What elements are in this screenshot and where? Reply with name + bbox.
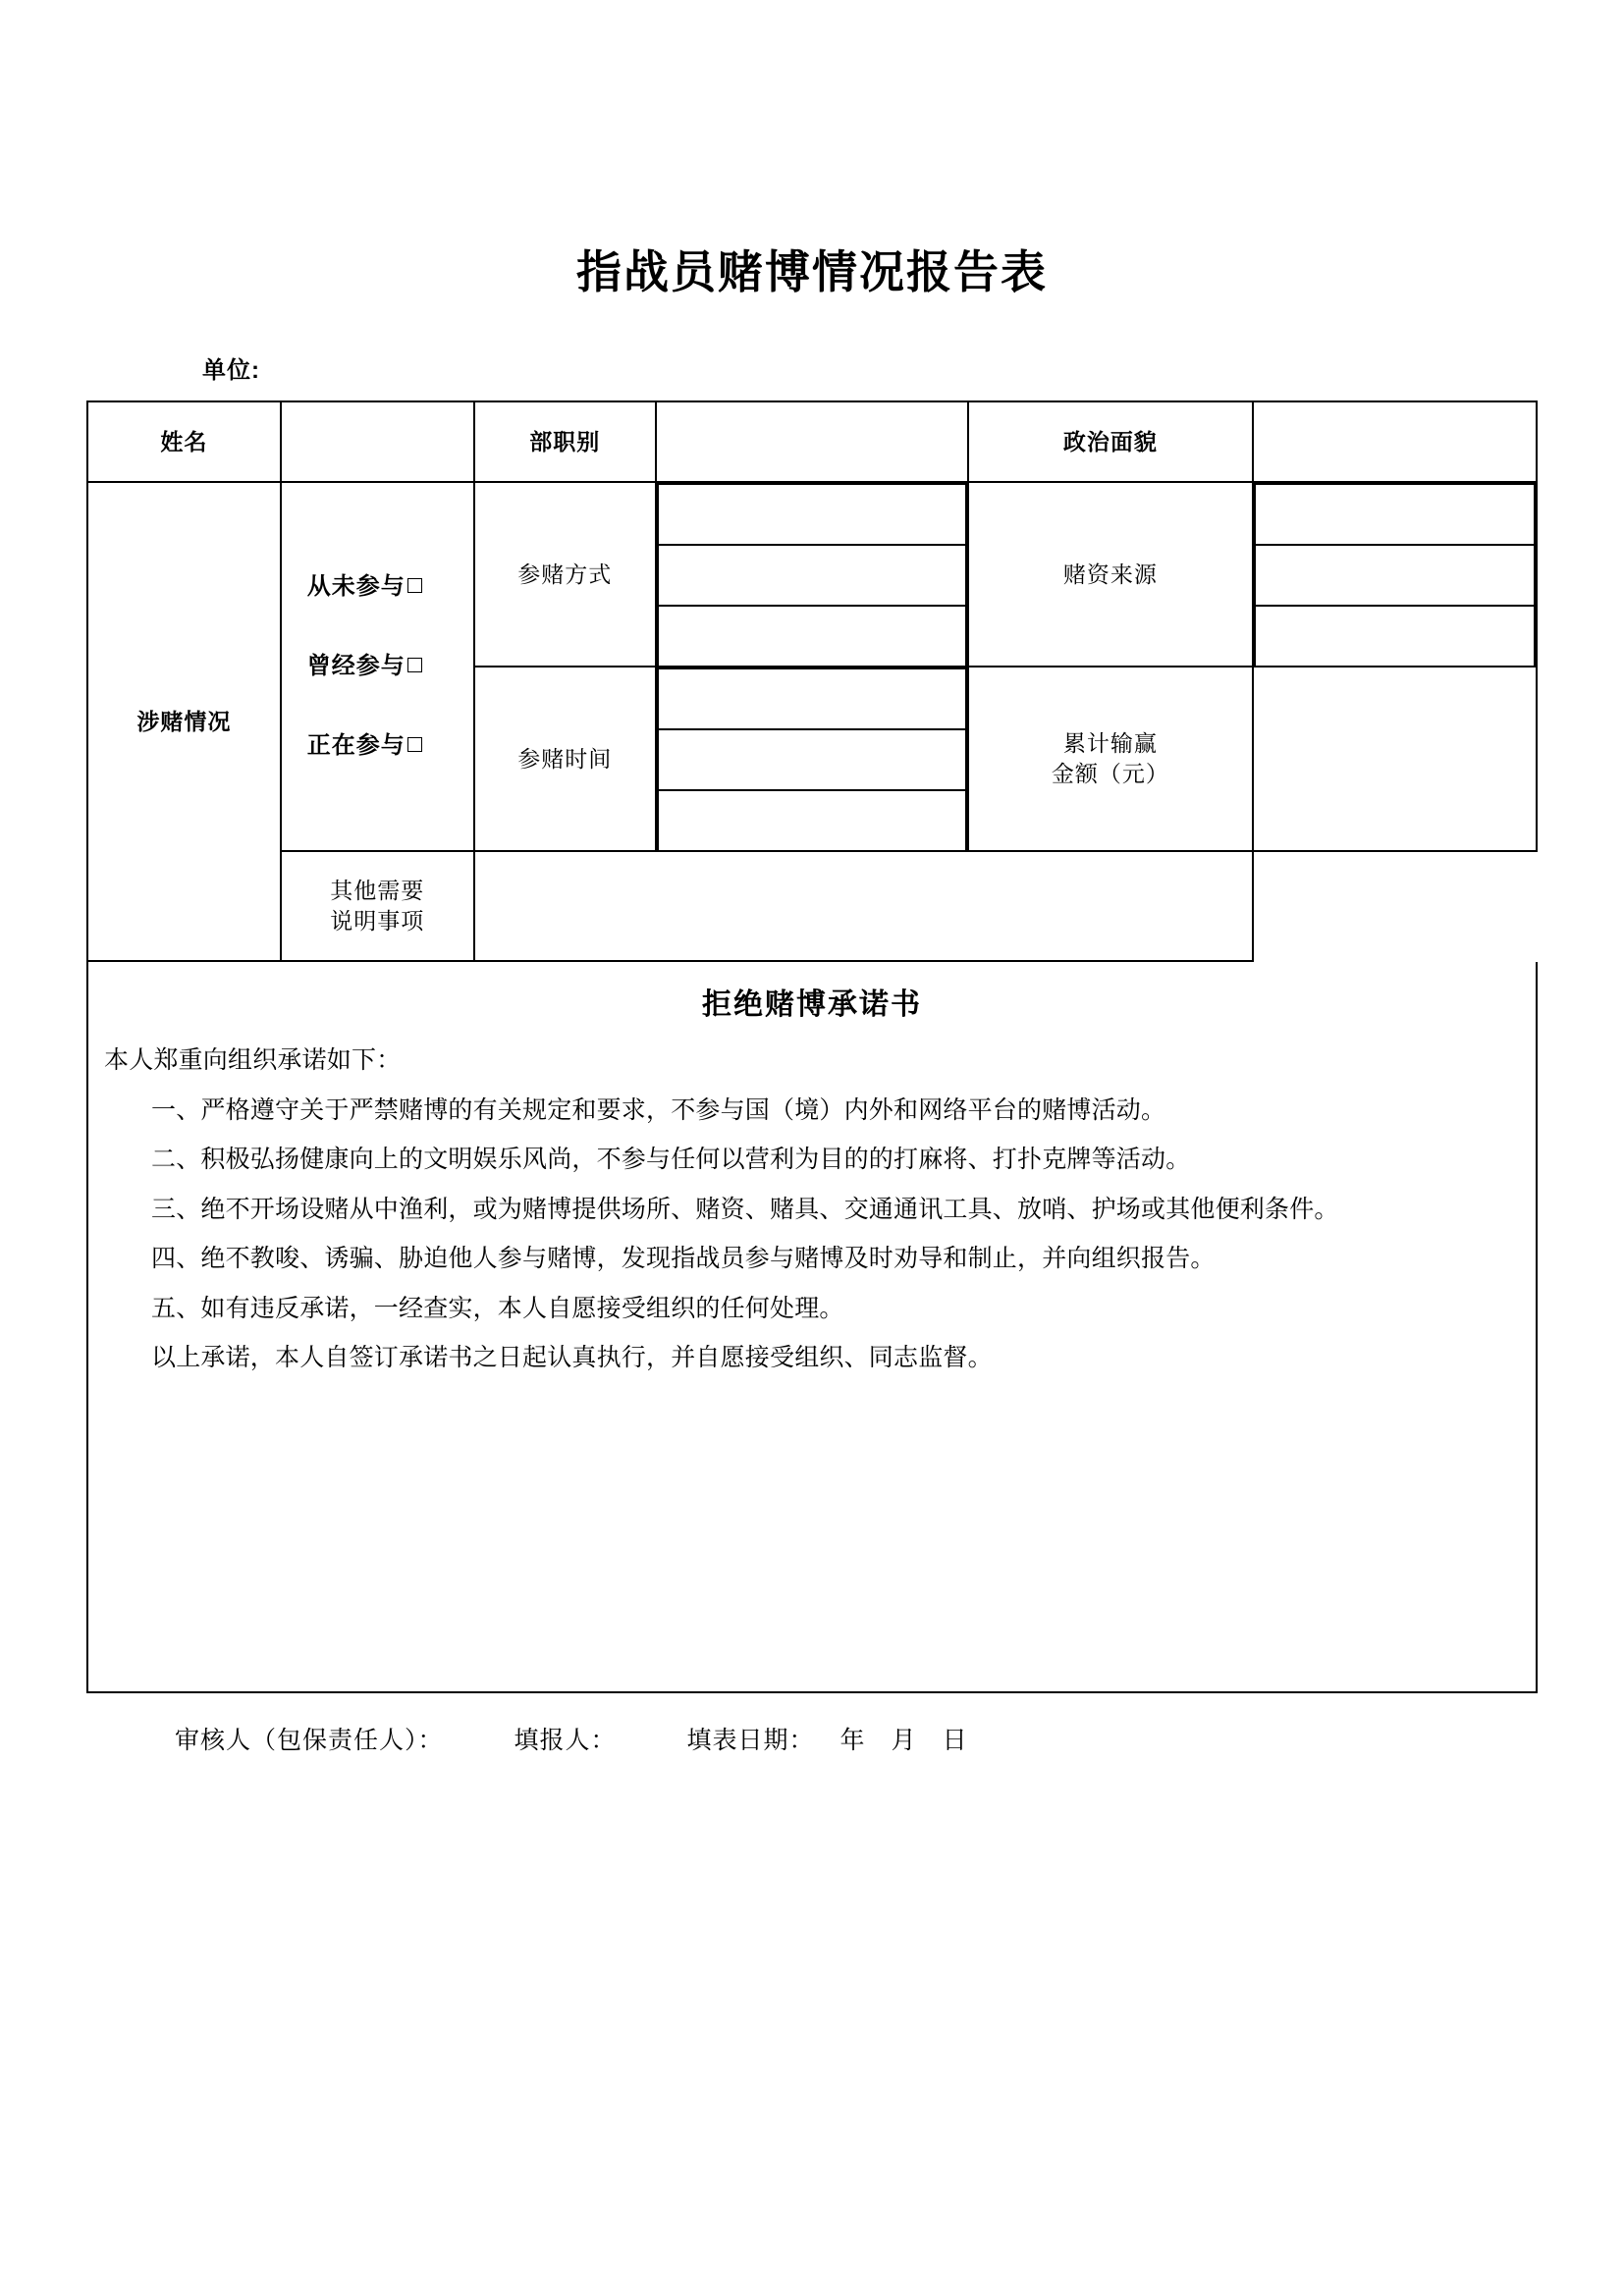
other-value-cell[interactable]	[474, 851, 1253, 961]
amount-label	[968, 667, 1252, 851]
pledge-closing: 以上承诺，本人自签订承诺书之日起认真执行，并自愿接受组织、同志监督。	[151, 1344, 993, 1372]
other-label	[281, 851, 474, 961]
unit-label: 单位:	[202, 357, 260, 385]
name-value-cell[interactable]	[281, 401, 474, 482]
name-label: 姓名	[87, 401, 281, 482]
fill-date-label: 填表日期：	[686, 1727, 815, 1755]
pledge-title: 拒绝赌博承诺书	[702, 988, 922, 1023]
time-value-row[interactable]	[658, 729, 966, 790]
funds-source-value-row[interactable]	[1255, 484, 1535, 545]
checkbox-icon[interactable]	[407, 737, 422, 752]
political-status-label: 政治面貌	[968, 401, 1252, 482]
method-value-row[interactable]	[658, 545, 966, 606]
reporter-label: 填报人：	[514, 1727, 617, 1755]
pledge-section	[86, 962, 1538, 1693]
method-label: 参赌方式	[474, 482, 656, 667]
table-row-identity	[87, 401, 1537, 482]
checkbox-icon[interactable]	[407, 578, 422, 593]
option-never-participated[interactable]	[307, 548, 473, 627]
gambling-status-options-cell	[281, 482, 474, 851]
funds-source-label: 赌资来源	[968, 482, 1252, 667]
time-label: 参赌时间	[474, 667, 656, 851]
day-unit: 日	[942, 1727, 968, 1755]
report-form-table	[86, 400, 1538, 962]
pledge-item: 四、绝不教唆、诱骗、胁迫他人参与赌博，发现指战员参与赌博及时劝导和制止，并向组织报告。	[151, 1245, 1216, 1273]
method-value-row[interactable]	[658, 484, 966, 545]
pledge-item: 五、如有违反承诺，一经查实，本人自愿接受组织的任何处理。	[151, 1294, 844, 1322]
funds-source-values-cell	[1253, 482, 1537, 667]
option-never-participated-label: 从未参与	[306, 572, 406, 600]
pledge-item: 三、绝不开场设赌从中渔利，或为赌博提供场所、赌资、赌具、交通通讯工具、放哨、护场或其他便利条件。	[151, 1195, 1339, 1223]
funds-source-value-row[interactable]	[1255, 545, 1535, 606]
other-label-line2: 说明事项	[330, 908, 425, 934]
amount-label-line2: 金额（元）	[1051, 761, 1169, 787]
method-values-cell	[656, 482, 968, 667]
month-unit: 月	[891, 1727, 917, 1755]
position-value-cell[interactable]	[656, 401, 968, 482]
time-values-cell	[656, 667, 968, 851]
table-row-method	[87, 482, 1537, 667]
amount-value-cell[interactable]	[1253, 667, 1537, 851]
pledge-item: 一、严格遵守关于严禁赌博的有关规定和要求，不参与国（境）内外和网络平台的赌博活动。	[151, 1095, 1166, 1124]
time-value-row[interactable]	[658, 790, 966, 850]
year-unit: 年	[839, 1727, 866, 1755]
political-status-value-cell[interactable]	[1253, 401, 1537, 482]
page-title: 指战员赌博情况报告表	[576, 245, 1048, 298]
funds-source-value-row[interactable]	[1255, 606, 1535, 666]
time-value-row[interactable]	[658, 668, 966, 729]
footer-signature-line	[86, 1721, 1538, 1756]
gambling-status-label: 涉赌情况	[87, 482, 281, 961]
amount-label-line1: 累计输赢	[1062, 730, 1158, 757]
option-currently-participating[interactable]	[307, 707, 473, 786]
option-currently-participating-label: 正在参与	[306, 731, 406, 759]
pledge-intro: 本人郑重向组织承诺如下：	[104, 1046, 402, 1075]
method-value-row[interactable]	[658, 606, 966, 666]
option-formerly-participated-label: 曾经参与	[306, 652, 406, 679]
position-label: 部职别	[474, 401, 656, 482]
other-label-line1: 其他需要	[330, 878, 425, 904]
checkbox-icon[interactable]	[407, 658, 422, 672]
table-row-other	[87, 851, 1537, 961]
reviewer-label: 审核人（包保责任人）：	[175, 1727, 444, 1755]
option-formerly-participated[interactable]	[307, 627, 473, 707]
fill-date-group	[687, 1721, 968, 1756]
pledge-item: 二、积极弘扬健康向上的文明娱乐风尚，不参与任何以营利为目的的打麻将、打扑克牌等活动。	[151, 1146, 1191, 1174]
